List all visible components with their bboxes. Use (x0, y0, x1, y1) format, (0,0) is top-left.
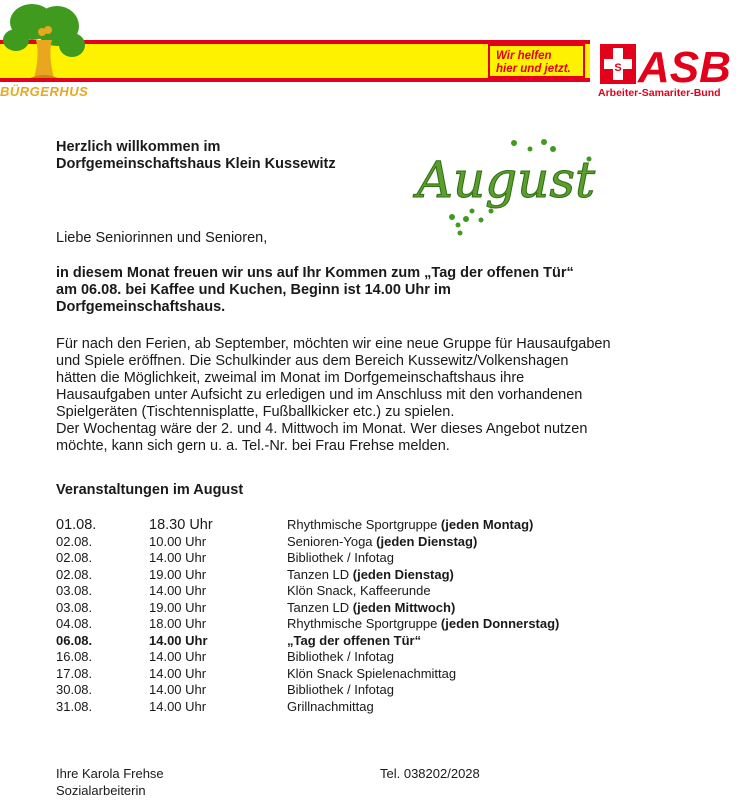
event-title (287, 600, 455, 617)
event-note: (jeden Dienstag) (376, 533, 478, 549)
event-date: 16.08. (56, 649, 93, 664)
event-date: 01.08. (56, 517, 97, 533)
event-title (287, 682, 394, 699)
event-title (287, 666, 456, 683)
event-title (287, 649, 394, 666)
logo-text: BÜRGERHUS (0, 84, 89, 99)
event-note: (jeden Dienstag) (352, 566, 454, 582)
event-time: 14.00 Uhr (149, 632, 208, 648)
event-name: Klön Snack, Kaffeerunde (287, 583, 431, 598)
slogan-box (488, 44, 585, 78)
event-time: 14.00 Uhr (149, 698, 207, 714)
paragraph-line-4: Hausaufgaben unter Aufsicht zu erledigen und im Anschluss mit den vorhandenen (56, 387, 583, 403)
event-name: Senioren-Yoga (287, 533, 377, 549)
event-title (287, 583, 431, 600)
event-time: 14.00 Uhr (149, 550, 207, 565)
event-title (287, 616, 559, 633)
event-name: Tanzen LD (287, 599, 353, 615)
paragraph-line-6: Der Wochentag wäre der 2. und 4. Mittwoch im Monat. Wer dieses Angebot nutzen (56, 421, 588, 437)
asb-subtitle: Arbeiter-Samariter-Bund (598, 87, 721, 99)
slogan-line-2: hier und jetzt. (496, 63, 571, 75)
signoff-name: Ihre Karola Frehse (56, 766, 164, 781)
event-name: Rhythmische Sportgruppe (287, 517, 441, 532)
event-title (287, 567, 454, 584)
event-time: 18.30 Uhr (149, 517, 213, 533)
greeting: Liebe Seniorinnen und Senioren, (56, 230, 268, 246)
paragraph-line-3: hätten die Möglichkeit, zweimal im Monat im Dorfgemeinschaftshaus ihre (56, 370, 525, 386)
event-name: Bibliothek / Infotag (287, 649, 394, 664)
slogan-line-1: Wir helfen (496, 50, 552, 62)
event-date: 03.08. (56, 583, 93, 598)
asb-logo (600, 44, 735, 89)
event-name: „Tag der offenen Tür“ (287, 632, 422, 648)
event-name: Bibliothek / Infotag (287, 682, 394, 697)
event-title (287, 517, 533, 534)
paragraph-line-1: Für nach den Ferien, ab September, möchten wir eine neue Gruppe für Hausaufgaben (56, 336, 611, 352)
event-time: 10.00 Uhr (149, 533, 207, 549)
event-time: 19.00 Uhr (149, 566, 207, 582)
event-note: (jeden Montag) (440, 517, 534, 532)
event-title (287, 699, 374, 716)
event-date: 17.08. (56, 665, 93, 681)
event-time: 14.00 Uhr (149, 665, 207, 681)
event-time: 19.00 Uhr (149, 599, 207, 615)
signoff-role: Sozialarbeiterin (56, 782, 146, 798)
invite-line-3: Dorfgemeinschaftshaus. (56, 299, 226, 315)
phone-number: Tel. 038202/2028 (380, 766, 480, 781)
invite-line-1: in diesem Monat freuen wir uns auf Ihr Kommen zum „Tag der offenen Tür“ (56, 265, 574, 281)
paragraph-line-2: und Spiele eröffnen. Die Schulkinder aus dem Bereich Kussewitz/Volkenshagen (56, 353, 569, 369)
event-name: Tanzen LD (287, 566, 353, 582)
invitation-text (56, 265, 656, 316)
event-date: 03.08. (56, 599, 93, 615)
info-paragraph (56, 336, 676, 455)
event-date: 02.08. (56, 533, 93, 549)
event-date: 02.08. (56, 566, 93, 582)
welcome-heading (56, 139, 336, 173)
welcome-line-1: Herzlich willkommen im (56, 139, 221, 155)
august-art (406, 135, 611, 240)
event-name: Bibliothek / Infotag (287, 550, 394, 565)
event-time: 18.00 Uhr (149, 616, 207, 631)
welcome-line-2: Dorfgemeinschaftshaus Klein Kussewitz (56, 156, 336, 172)
event-time: 14.00 Uhr (149, 583, 207, 598)
event-name: Rhythmische Sportgruppe (287, 616, 441, 631)
event-time: 14.00 Uhr (149, 649, 207, 664)
event-note: (jeden Mittwoch) (352, 599, 456, 615)
event-name: Grillnachmittag (287, 698, 374, 714)
tree-logo-icon (2, 0, 86, 88)
event-date: 31.08. (56, 698, 93, 714)
event-date: 02.08. (56, 550, 93, 565)
paragraph-line-5: Spielgeräten (Tischtennisplatte, Fußballkicker etc.) zu spielen. (56, 404, 455, 420)
signoff (56, 766, 164, 799)
event-note: (jeden Donnerstag) (440, 616, 560, 631)
events-heading: Veranstaltungen im August (56, 482, 244, 498)
august-script-text: August (416, 151, 596, 209)
event-name: Klön Snack Spielenachmittag (287, 665, 457, 681)
event-title (287, 534, 477, 551)
event-date: 30.08. (56, 682, 93, 697)
asb-wordmark: ASB (638, 44, 731, 89)
event-title (287, 633, 421, 650)
event-time: 14.00 Uhr (149, 682, 207, 697)
svg-text:S: S (614, 62, 622, 74)
paragraph-line-7: möchte, kann sich gern u. a. Tel.-Nr. bei Frau Frehse melden. (56, 438, 450, 454)
event-date: 04.08. (56, 616, 93, 631)
invite-line-2: am 06.08. bei Kaffee und Kuchen, Beginn ist 14.00 Uhr im (56, 282, 451, 298)
event-date: 06.08. (56, 632, 93, 648)
event-title (287, 550, 394, 567)
